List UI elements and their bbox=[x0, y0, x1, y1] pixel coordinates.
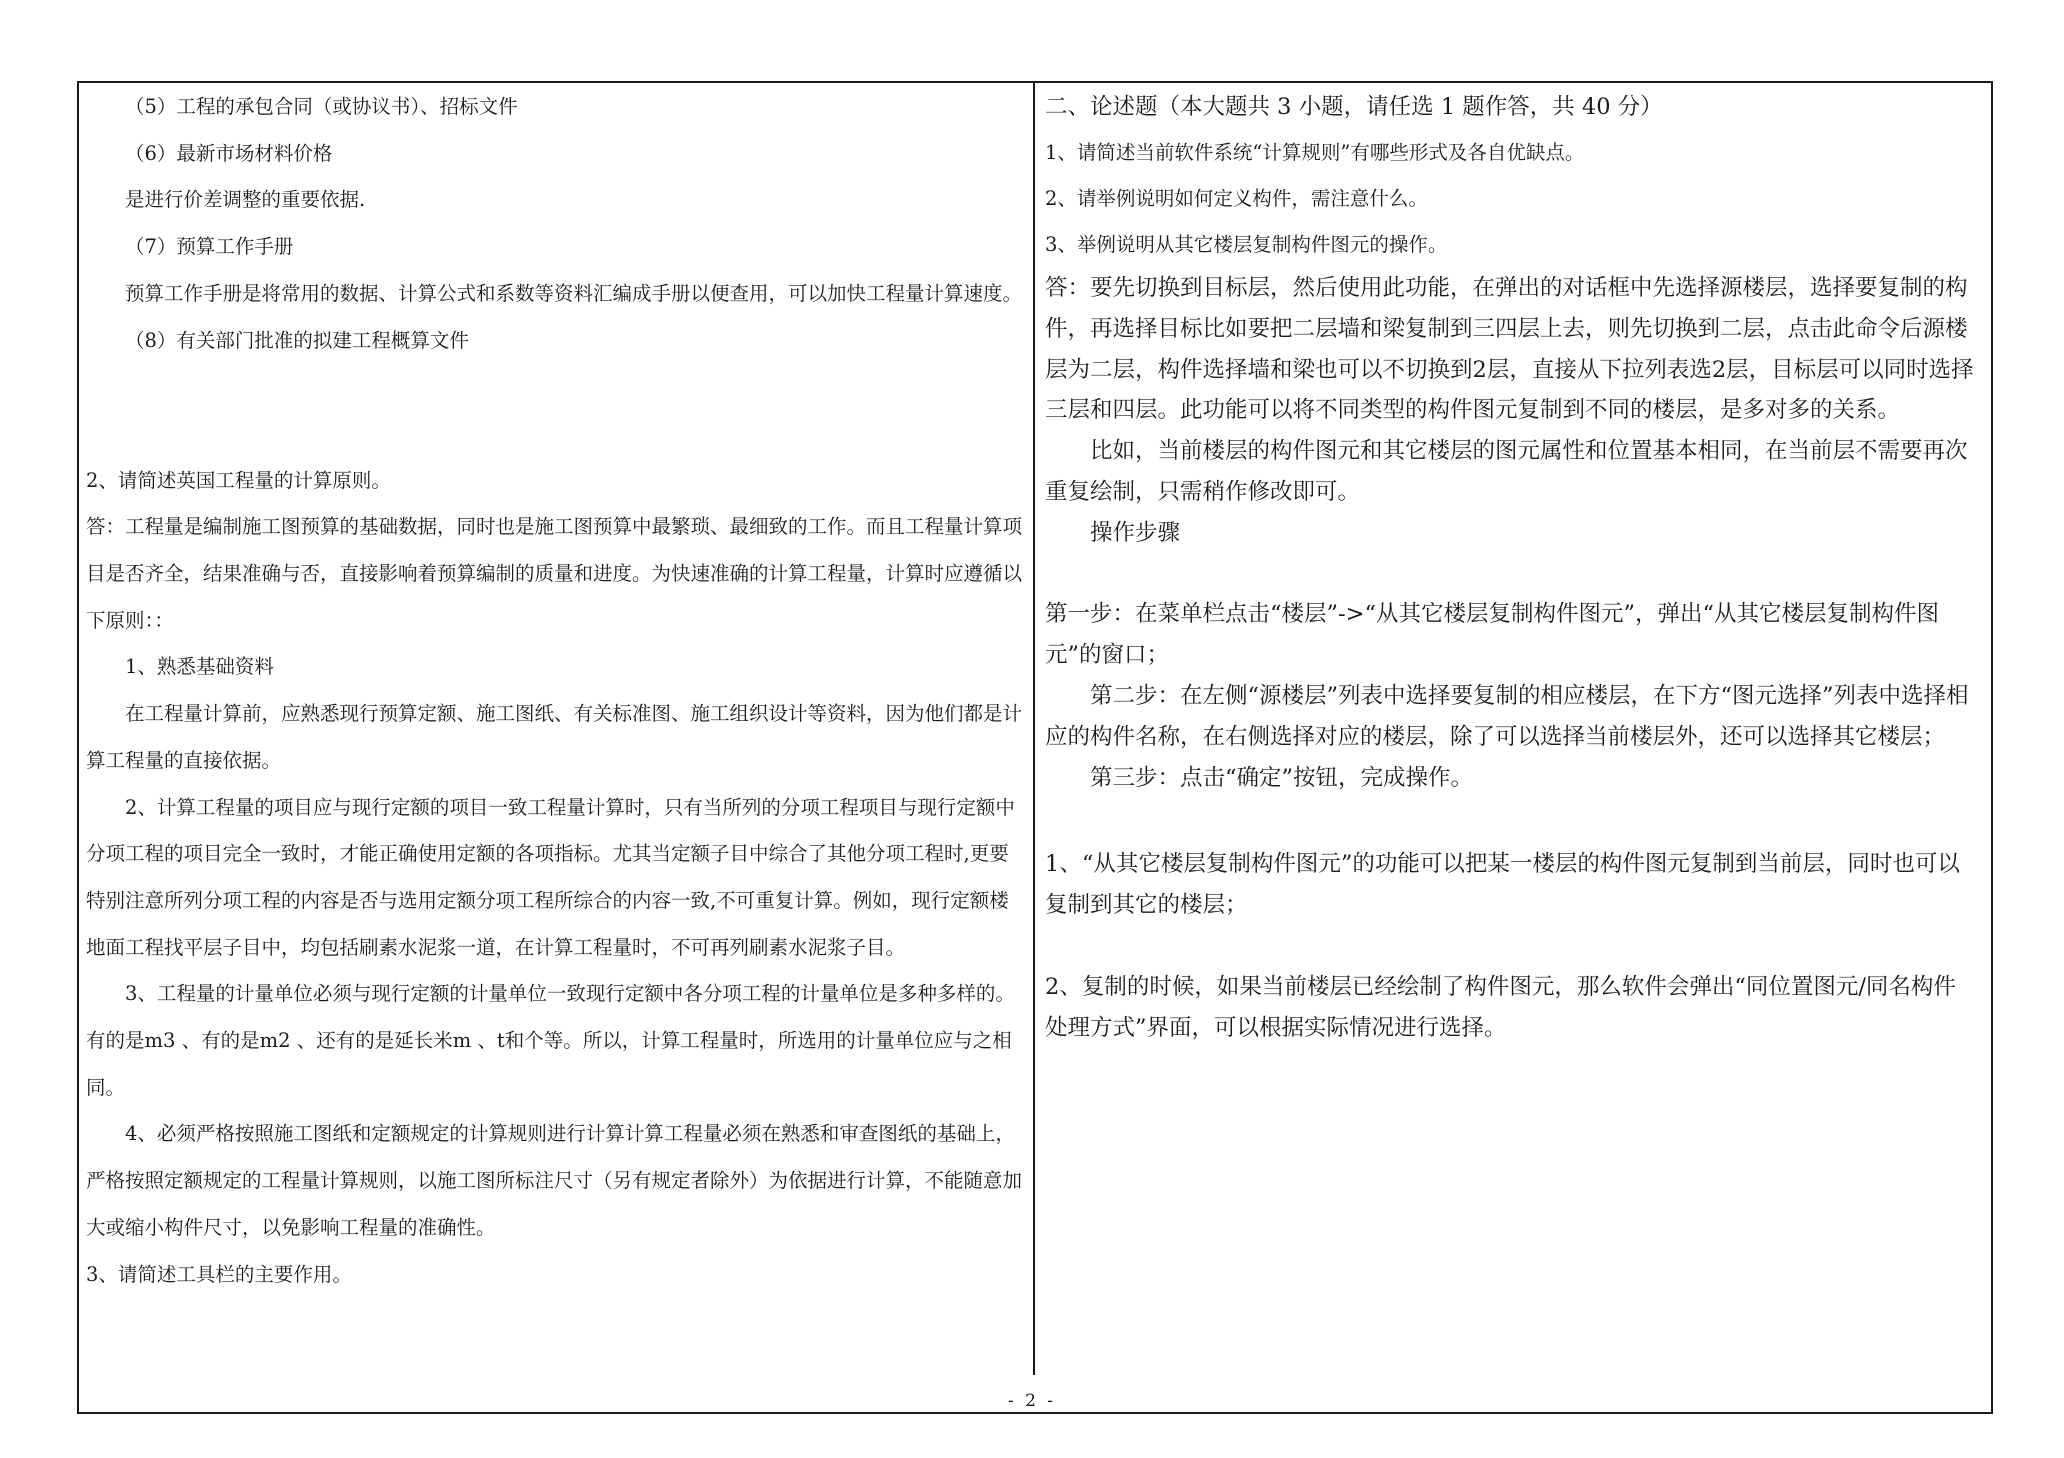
paragraph: 是进行价差调整的重要依据. bbox=[125, 188, 366, 212]
left-column bbox=[86, 84, 1024, 1298]
spacer bbox=[1045, 554, 1975, 595]
question-heading: 3、请简述工具栏的主要作用。 bbox=[86, 1262, 352, 1286]
paragraph: 在工程量计算前，应熟悉现行预算定额、施工图纸、有关标准图、施工组织设计等资料，因为他们都是计算工程量的直接依据。 bbox=[86, 702, 1023, 772]
spacer bbox=[1045, 798, 1975, 844]
paragraph: （5）工程的承包合同（或协议书）、招标文件 bbox=[125, 95, 518, 118]
note-paragraph: 2、复制的时候，如果当前楼层已经绘制了构件图元，那么软件会弹出“同位置图元/同名构件处理方式”界面，可以根据实际情况进行选择。 bbox=[1045, 973, 1956, 1041]
column-divider bbox=[1033, 83, 1035, 1375]
paragraph: 1、熟悉基础资料 bbox=[125, 655, 274, 679]
paragraph: 预算工作手册是将常用的数据、计算公式和系数等资料汇编成手册以便查用，可以加快工程量计算速度。 bbox=[125, 281, 1023, 305]
step-paragraph: 第三步：点击“确定”按钮，完成操作。 bbox=[1090, 764, 1474, 791]
right-column bbox=[1045, 84, 1975, 1048]
answer-paragraph: 答：工程量是编制施工图预算的基础数据，同时也是施工图预算中最繁琐、最细致的工作。而且工程量计算项目是否齐全，结果准确与否，直接影响着预算编制的质量和进度。为快速准确的计算工程量，计算时应遵循以下原则：： bbox=[86, 515, 1023, 632]
question-item: 3、举例说明从其它楼层复制构件图元的操作。 bbox=[1045, 233, 1448, 256]
spacer bbox=[1045, 926, 1975, 967]
answer-paragraph: 答：要先切换到目标层，然后使用此功能，在弹出的对话框中先选择源楼层，选择要复制的构件，再选择目标比如要把二层墙和梁复制到三四层上去，则先切换到二层，点击此命令后源楼层为二层，构件选择墙和梁也可以不切换到2层，直接从下拉列表选2层，目标层可以同时选择三层和四层。此功能可以将不同类型的构件图元复制到不同的楼层，是多对多的关系。 bbox=[1045, 275, 1974, 424]
question-item: 2、请举例说明如何定义构件，需注意什么。 bbox=[1045, 187, 1428, 210]
paragraph: 2、计算工程量的项目应与现行定额的项目一致工程量计算时，只有当所列的分项工程项目与现行定额中分项工程的项目完全一致时，才能正确使用定额的各项指标。尤其当定额子目中综合了其他分项工程时,更要特别注意所列分项工程的内容是否与选用定额分项工程所综合的内容一致,不可重复计算。例如，现行定额楼地面工程找平层子目中，均包括刷素水泥浆一道，在计算工程量时，不可再列刷素水泥浆子目。 bbox=[86, 795, 1015, 959]
paragraph: 比如，当前楼层的构件图元和其它楼层的图元属性和位置基本相同，在当前层不需要再次重复绘制，只需稍作修改即可。 bbox=[1045, 438, 1968, 505]
paragraph: 3、工程量的计量单位必须与现行定额的计量单位一致现行定额中各分项工程的计量单位是多种多样的。有的是m3 、有的是m2 、还有的是延长米m 、t和个等。所以，计算工程量时，所选用的计量单位应与之相同。 bbox=[86, 982, 1015, 1099]
section-heading: 二、论述题（本大题共 3 小题，请任选 1 题作答，共 40 分） bbox=[1045, 94, 1663, 120]
paragraph: 4、必须严格按照施工图纸和定额规定的计算规则进行计算计算工程量必须在熟悉和审查图纸的基础上，严格按照定额规定的工程量计算规则，以施工图所标注尺寸（另有规定者除外）为依据进行计算，不能随意加大或缩小构件尺寸，以免影响工程量的准确性。 bbox=[86, 1122, 1023, 1239]
note-paragraph: 1、“从其它楼层复制构件图元”的功能可以把某一楼层的构件图元复制到当前层，同时也可以复制到其它的楼层； bbox=[1045, 851, 1960, 919]
step-paragraph: 第一步：在菜单栏点击“楼层”->“从其它楼层复制构件图元”，弹出“从其它楼层复制构件图元”的窗口； bbox=[1045, 601, 1939, 669]
paragraph: 操作步骤 bbox=[1090, 519, 1181, 546]
paragraph: （8）有关部门批准的拟建工程概算文件 bbox=[125, 328, 469, 352]
question-item: 1、请简述当前软件系统“计算规则”有哪些形式及各自优缺点。 bbox=[1045, 141, 1585, 164]
page-number: - 2 - bbox=[1007, 1391, 1057, 1411]
spacer bbox=[86, 364, 1024, 457]
question-heading: 2、请简述英国工程量的计算原则。 bbox=[86, 468, 391, 492]
paragraph: （6）最新市场材料价格 bbox=[125, 141, 333, 165]
step-paragraph: 第二步：在左侧“源楼层”列表中选择要复制的相应楼层，在下方“图元选择”列表中选择相应的构件名称，在右侧选择对应的楼层，除了可以选择当前楼层外，还可以选择其它楼层； bbox=[1045, 682, 1969, 750]
paragraph: （7）预算工作手册 bbox=[125, 235, 294, 259]
